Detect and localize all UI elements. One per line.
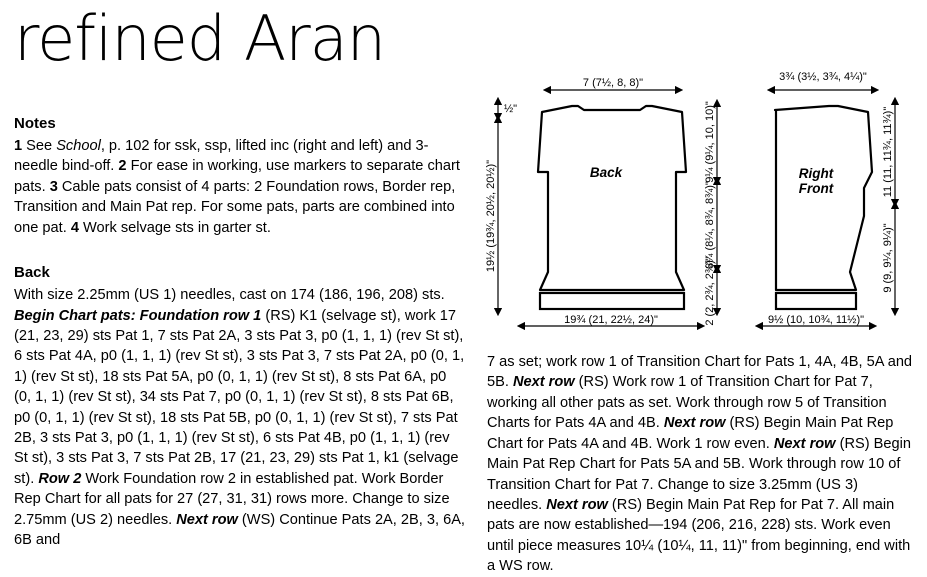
cont-bi3: Next row [773,435,836,452]
dim-back-shoulder-width [550,77,676,90]
dim-back-bottom-width [524,314,698,326]
dim-armhole-depth [704,101,717,183]
right-text-column [487,352,917,577]
dim-body-length-label: 8¼ (8¼, 8¾, 8¾)" [704,181,716,269]
back-text-bi3: Next row [176,511,238,528]
dim-hem-height-label: 2 (2, 2¾, 2¾)" [704,256,716,326]
dim-back-neck-width [774,71,872,90]
dim-front-right-height-label: 11 (11, 11¾, 11¾)" [882,106,894,198]
notes-section [14,115,466,238]
dim-front-bottom-width-label: 9½ (10, 10¾, 11½)" [767,314,865,326]
dim-back-neck-width-label: 3¾ (3½, 3¾, 4¼)" [779,71,867,83]
back-text-bi2: Row 2 [38,470,82,487]
notes-body: 1 See School, p. 102 for ssk, ssp, lifted inc (right and left) and 3-needle bind-off. 2 For ease in working, use markers to separate chart pats. 3 Cable pats consist of 4 parts: 2 Foundation rows, Border rep, Transition and Main Pat rep. For some pats, parts are combined into one pat. 4 Work selvage sts in garter st. [14,138,460,236]
dim-back-left-height [485,122,498,309]
cont-t3: (RS) Begin Main Pat Rep Chart for Pats 4A and 4B. Work 1 row even. [487,415,894,452]
back-section [14,264,466,550]
back-text-cont3: (WS) Continue Pats 2A, 2B, 3, 6A, 6B and [14,511,465,549]
dim-front-lower-right-height [882,208,895,309]
back-text-plain1: With size 2.25mm (US 1) needles, cast on 174 (186, 196, 208) sts. [14,287,445,304]
dim-armhole-depth-label: 9¼ (9¼, 10, 10)" [704,101,716,183]
dim-back-top-left [498,103,517,115]
back-piece-label: Back [589,165,623,180]
left-text-column [14,115,466,551]
back-heading: Back [14,264,50,282]
dim-back-bottom-width-label: 19¾ (21, 22½, 24)" [564,314,658,326]
page-title: refined Aran [14,2,386,75]
cont-t4: (RS) Begin Main Pat Rep Chart for Pats 5A and 5B. Work through row 10 of Transition Chart for Pat 7. Change to size 3.25mm (US 3) needles. [487,435,911,513]
cont-t2: (RS) Work row 1 of Transition Chart for Pat 7, working all other pats as set. Work through row 5 of Transition Charts for Pats 4A and 4B. [487,374,887,432]
back-text-cont2: Work Foundation row 2 in established pat. Work Border Rep Chart for all pats for 27 (27, 31, 31) rows more. Change to size 2.75mm (US 2) needles. [14,470,450,528]
dim-front-lower-right-height-label: 9 (9, 9¼, 9¼)" [882,223,894,293]
cont-t5: (RS) Begin Main Pat Rep for Pat 7. All main pats are now established—194 (206, 216, 228) sts. Work even until piece measures 10¼ (10¼, 11, 11)" from beginning, end with a WS row. [487,496,911,575]
cont-bi1: Next row [512,374,575,391]
right-front-piece-label-line1: Right [798,166,834,181]
cont-t1: 7 as set; work row 1 of Transition Chart for Pats 1, 4A, 4B, 5A and 5B. [487,354,913,391]
dim-back-top-left-label: ½" [504,103,518,115]
right-front-piece-label-line2: Front [798,181,834,196]
dim-body-length [704,181,717,269]
garment-schematic [480,60,920,345]
dim-front-bottom-width [762,314,870,326]
dim-hem-height [704,256,717,325]
dim-back-left-height-label: 19½ (19¾, 20½, 20½)" [485,159,497,273]
right-front-piece-shape [775,106,872,309]
back-body [14,285,466,550]
dim-front-right-height [882,104,895,200]
continuation-body [487,352,917,577]
back-piece-shape [538,106,686,309]
back-text-cont1: (RS) K1 (selvage st), work 17 (21, 23, 29) sts Pat 1, 7 sts Pat 2A, 3 sts Pat 3, p0 (1, 1, 1) (rev St st), 6 sts Pat 4A, p0 (1, 1, 1) (rev St st), 3 sts Pat 3, 7 sts Pat 2A, p0 (0, 1, 1) (rev St st), 18 sts Pat 5A, p0 (0, 1, 1) (rev St st), 8 sts Pat 6A, p0 (0, 1, 1) (rev St st), 34 sts Pat 7, p0 (0, 1, 1) (rev St st), 8 sts Pat 6B, p0 (0, 1, 1) (rev St st), 18 sts Pat 5B, p0 (0, 1, 1) (rev St st), 7 sts Pat 2B, 3 sts Pat 3, p0 (1, 1, 1) (rev St st), 6 sts Pat 4B, p0 (1, 1, 1) (rev St st), 3 sts Pat 3, 7 sts Pat 2B, 17 (21, 23, 29) sts Pat 1, k1 (selvage st). [14,307,465,487]
cont-bi2: Next row [663,415,726,432]
dim-back-shoulder-width-label: 7 (7½, 8, 8)" [582,77,644,89]
back-text-bi1: Begin Chart pats: Foundation row 1 [14,307,262,324]
cont-bi4: Next row [546,496,608,513]
notes-heading: Notes [14,115,56,132]
